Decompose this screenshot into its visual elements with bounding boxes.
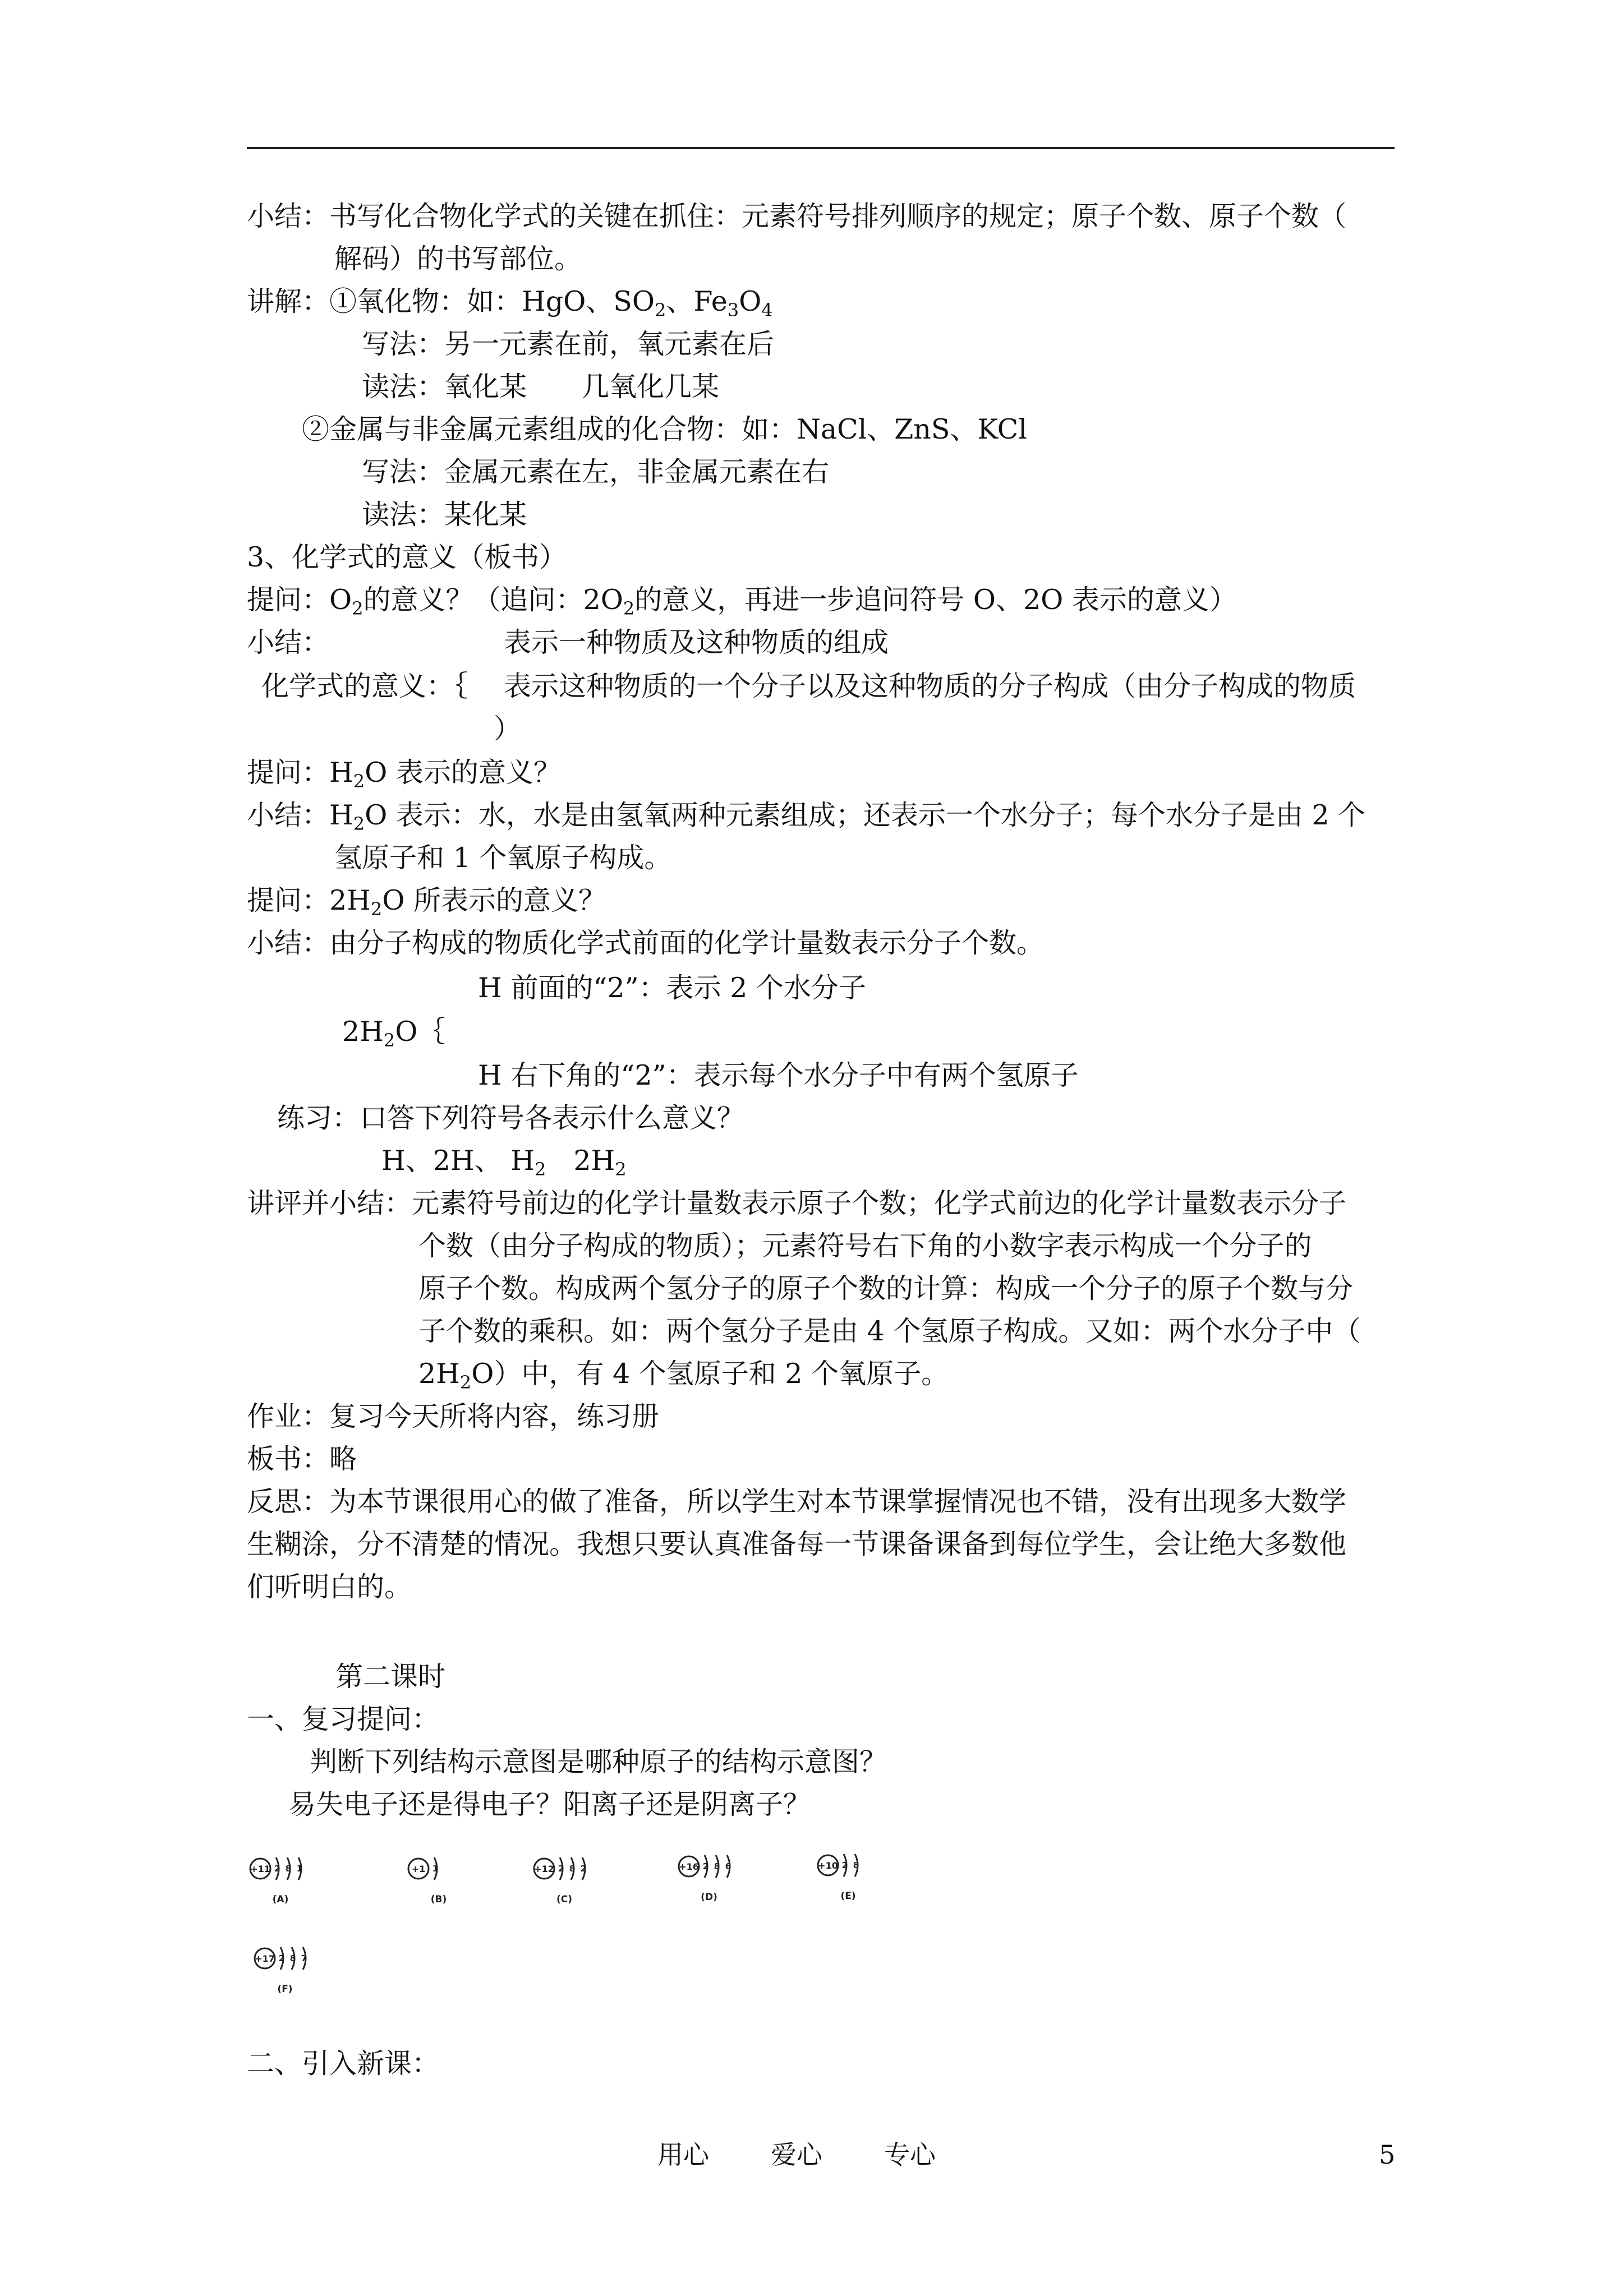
text-line: 小结： bbox=[247, 626, 330, 658]
nucleus-charge: +16 bbox=[679, 1861, 699, 1872]
text-line: H、2H、 $H_2$ $2H_2$ bbox=[381, 1145, 627, 1180]
shell-electron-count: 8 bbox=[714, 1861, 720, 1871]
nucleus-charge: +1 bbox=[411, 1864, 426, 1874]
shell-electron-count: 2 bbox=[841, 1860, 848, 1870]
footer-text: 专心 bbox=[884, 2140, 936, 2170]
section-heading: 一、复习提问： bbox=[247, 1703, 440, 1735]
text-line: 氢原子和 1 个氧原子构成。 bbox=[334, 842, 672, 874]
atom-svg bbox=[405, 1848, 495, 1916]
shell-electron-count: 1 bbox=[432, 1864, 439, 1874]
text-line: 练习：口答下列符号各表示什么意义？ bbox=[277, 1102, 745, 1134]
section-heading: 二、引入新课： bbox=[247, 2048, 440, 2080]
text-line: 子个数的乘积。如：两个氢分子是由 4 个氢原子构成。又如：两个水分子中（ bbox=[418, 1315, 1361, 1347]
atom-diagram-d bbox=[675, 1846, 765, 1914]
text-line: 写法：金属元素在左，非金属元素在右 bbox=[362, 456, 830, 488]
diagram-label: (C) bbox=[556, 1894, 573, 1905]
header-rule bbox=[247, 147, 1395, 149]
diagram-label: (A) bbox=[272, 1894, 289, 1905]
atom-diagram-e bbox=[815, 1845, 904, 1912]
text-line: 读法：某化某 bbox=[362, 499, 527, 531]
text-line: 提问：$H_2O$ 表示的意义？ bbox=[247, 757, 561, 792]
atom-svg bbox=[531, 1848, 620, 1916]
shell-electron-count: 8 bbox=[853, 1860, 859, 1870]
section-heading: 3、化学式的意义（板书） bbox=[247, 541, 567, 573]
text-line: 小结：书写化合物化学式的关键在抓住：元素符号排列顺序的规定；原子个数、原子个数（ bbox=[247, 200, 1347, 232]
text-line: 判断下列结构示意图是哪种原子的结构示意图？ bbox=[310, 1746, 887, 1778]
nucleus-charge: +12 bbox=[534, 1864, 554, 1874]
text-line: ） bbox=[494, 713, 522, 745]
text-line: $2H_2O\{$ bbox=[342, 1016, 445, 1051]
shell-electron-count: 2 bbox=[702, 1861, 709, 1871]
shell-electron-count: 8 bbox=[285, 1864, 292, 1874]
shell-electron-count: 8 bbox=[289, 1953, 296, 1963]
atom-svg bbox=[251, 1938, 341, 2005]
text-line: 们听明白的。 bbox=[247, 1571, 412, 1603]
text-line: ②金属与非金属元素组成的化合物：如：NaCl、ZnS、KCl bbox=[302, 413, 1027, 445]
section-heading: 第二课时 bbox=[335, 1661, 446, 1693]
text-line: 个数（由分子构成的物质）；元素符号右下角的小数字表示构成一个分子的 bbox=[418, 1230, 1312, 1262]
diagram-label: (E) bbox=[840, 1891, 856, 1902]
diagram-label: (B) bbox=[430, 1894, 447, 1905]
shell-electron-count: 2 bbox=[558, 1864, 564, 1874]
nucleus-charge: +17 bbox=[255, 1953, 275, 1964]
footer-text: 用心 bbox=[657, 2140, 709, 2170]
text-line: H 前面的“2”：表示 2 个水分子 bbox=[478, 972, 866, 1004]
nucleus-charge: +10 bbox=[818, 1860, 838, 1871]
atom-svg bbox=[675, 1846, 765, 1914]
text-line: 读法：氧化某 几氧化几某 bbox=[362, 371, 720, 403]
text-line: 讲评并小结：元素符号前边的化学计量数表示原子个数；化学式前边的化学计量数表示分子 bbox=[247, 1187, 1347, 1219]
atom-svg bbox=[815, 1845, 904, 1912]
shell-electron-count: 2 bbox=[278, 1953, 285, 1963]
text-line: 板书：略 bbox=[247, 1443, 357, 1475]
text-line: 易失电子还是得电子？阳离子还是阴离子？ bbox=[288, 1788, 811, 1820]
atom-diagram-f bbox=[251, 1938, 341, 2005]
diagram-label: (F) bbox=[277, 1984, 293, 1995]
text-line: H 右下角的“2”：表示每个水分子中有两个氢原子 bbox=[478, 1059, 1079, 1091]
text-line: 小结：$H_2O$ 表示：水，水是由氢氧两种元素组成；还表示一个水分子；每个水分子是由 2 个 bbox=[247, 799, 1366, 835]
text-line: 解码）的书写部位。 bbox=[334, 243, 582, 275]
text-line: 原子个数。构成两个氢分子的原子个数的计算：构成一个分子的原子个数与分 bbox=[418, 1273, 1354, 1304]
text-line: 化学式的意义：｛ bbox=[261, 670, 468, 702]
text-line: 讲解：①氧化物：如：HgO、$SO_2$、$Fe_3O_4$ bbox=[247, 285, 773, 321]
footer-text: 爱心 bbox=[771, 2140, 822, 2170]
diagram-label: (D) bbox=[701, 1892, 717, 1903]
text-line: 反思：为本节课很用心的做了准备，所以学生对本节课掌握情况也不错，没有出现多大数学 bbox=[247, 1486, 1347, 1518]
text-line: 作业：复习今天所将内容，练习册 bbox=[247, 1400, 660, 1432]
text-line: 表示这种物质的一个分子以及这种物质的分子构成（由分子构成的物质 bbox=[504, 670, 1356, 702]
text-line: 小结：由分子构成的物质化学式前面的化学计量数表示分子个数。 bbox=[247, 927, 1045, 959]
text-line: 提问：$O_2$的意义？（追问：$2O_2$的意义，再进一步追问符号 O、2O 表示的意义） bbox=[247, 584, 1237, 619]
shell-electron-count: 6 bbox=[725, 1861, 732, 1871]
atom-diagram-a bbox=[247, 1848, 337, 1916]
text-line: 表示一种物质及这种物质的组成 bbox=[504, 626, 889, 658]
shell-electron-count: 2 bbox=[274, 1864, 280, 1874]
shell-electron-count: 2 bbox=[580, 1864, 587, 1874]
text-line: 提问：$2H_2O$ 所表示的意义？ bbox=[247, 884, 606, 920]
shell-electron-count: 8 bbox=[569, 1864, 576, 1874]
atom-diagram-b bbox=[405, 1848, 495, 1916]
page-number: 5 bbox=[1379, 2140, 1396, 2170]
text-line: 写法：另一元素在前，氧元素在后 bbox=[362, 328, 775, 360]
atom-diagram-c bbox=[531, 1848, 620, 1916]
text-line: 生糊涂，分不清楚的情况。我想只要认真准备每一节课备课备到每位学生，会让绝大多数他 bbox=[247, 1528, 1347, 1560]
text-line: $2H_2O$）中，有 4 个氢原子和 2 个氧原子。 bbox=[418, 1358, 949, 1393]
nucleus-charge: +11 bbox=[250, 1864, 270, 1874]
shell-electron-count: 7 bbox=[301, 1953, 307, 1963]
atom-svg bbox=[247, 1848, 337, 1916]
shell-electron-count: 1 bbox=[296, 1864, 303, 1874]
